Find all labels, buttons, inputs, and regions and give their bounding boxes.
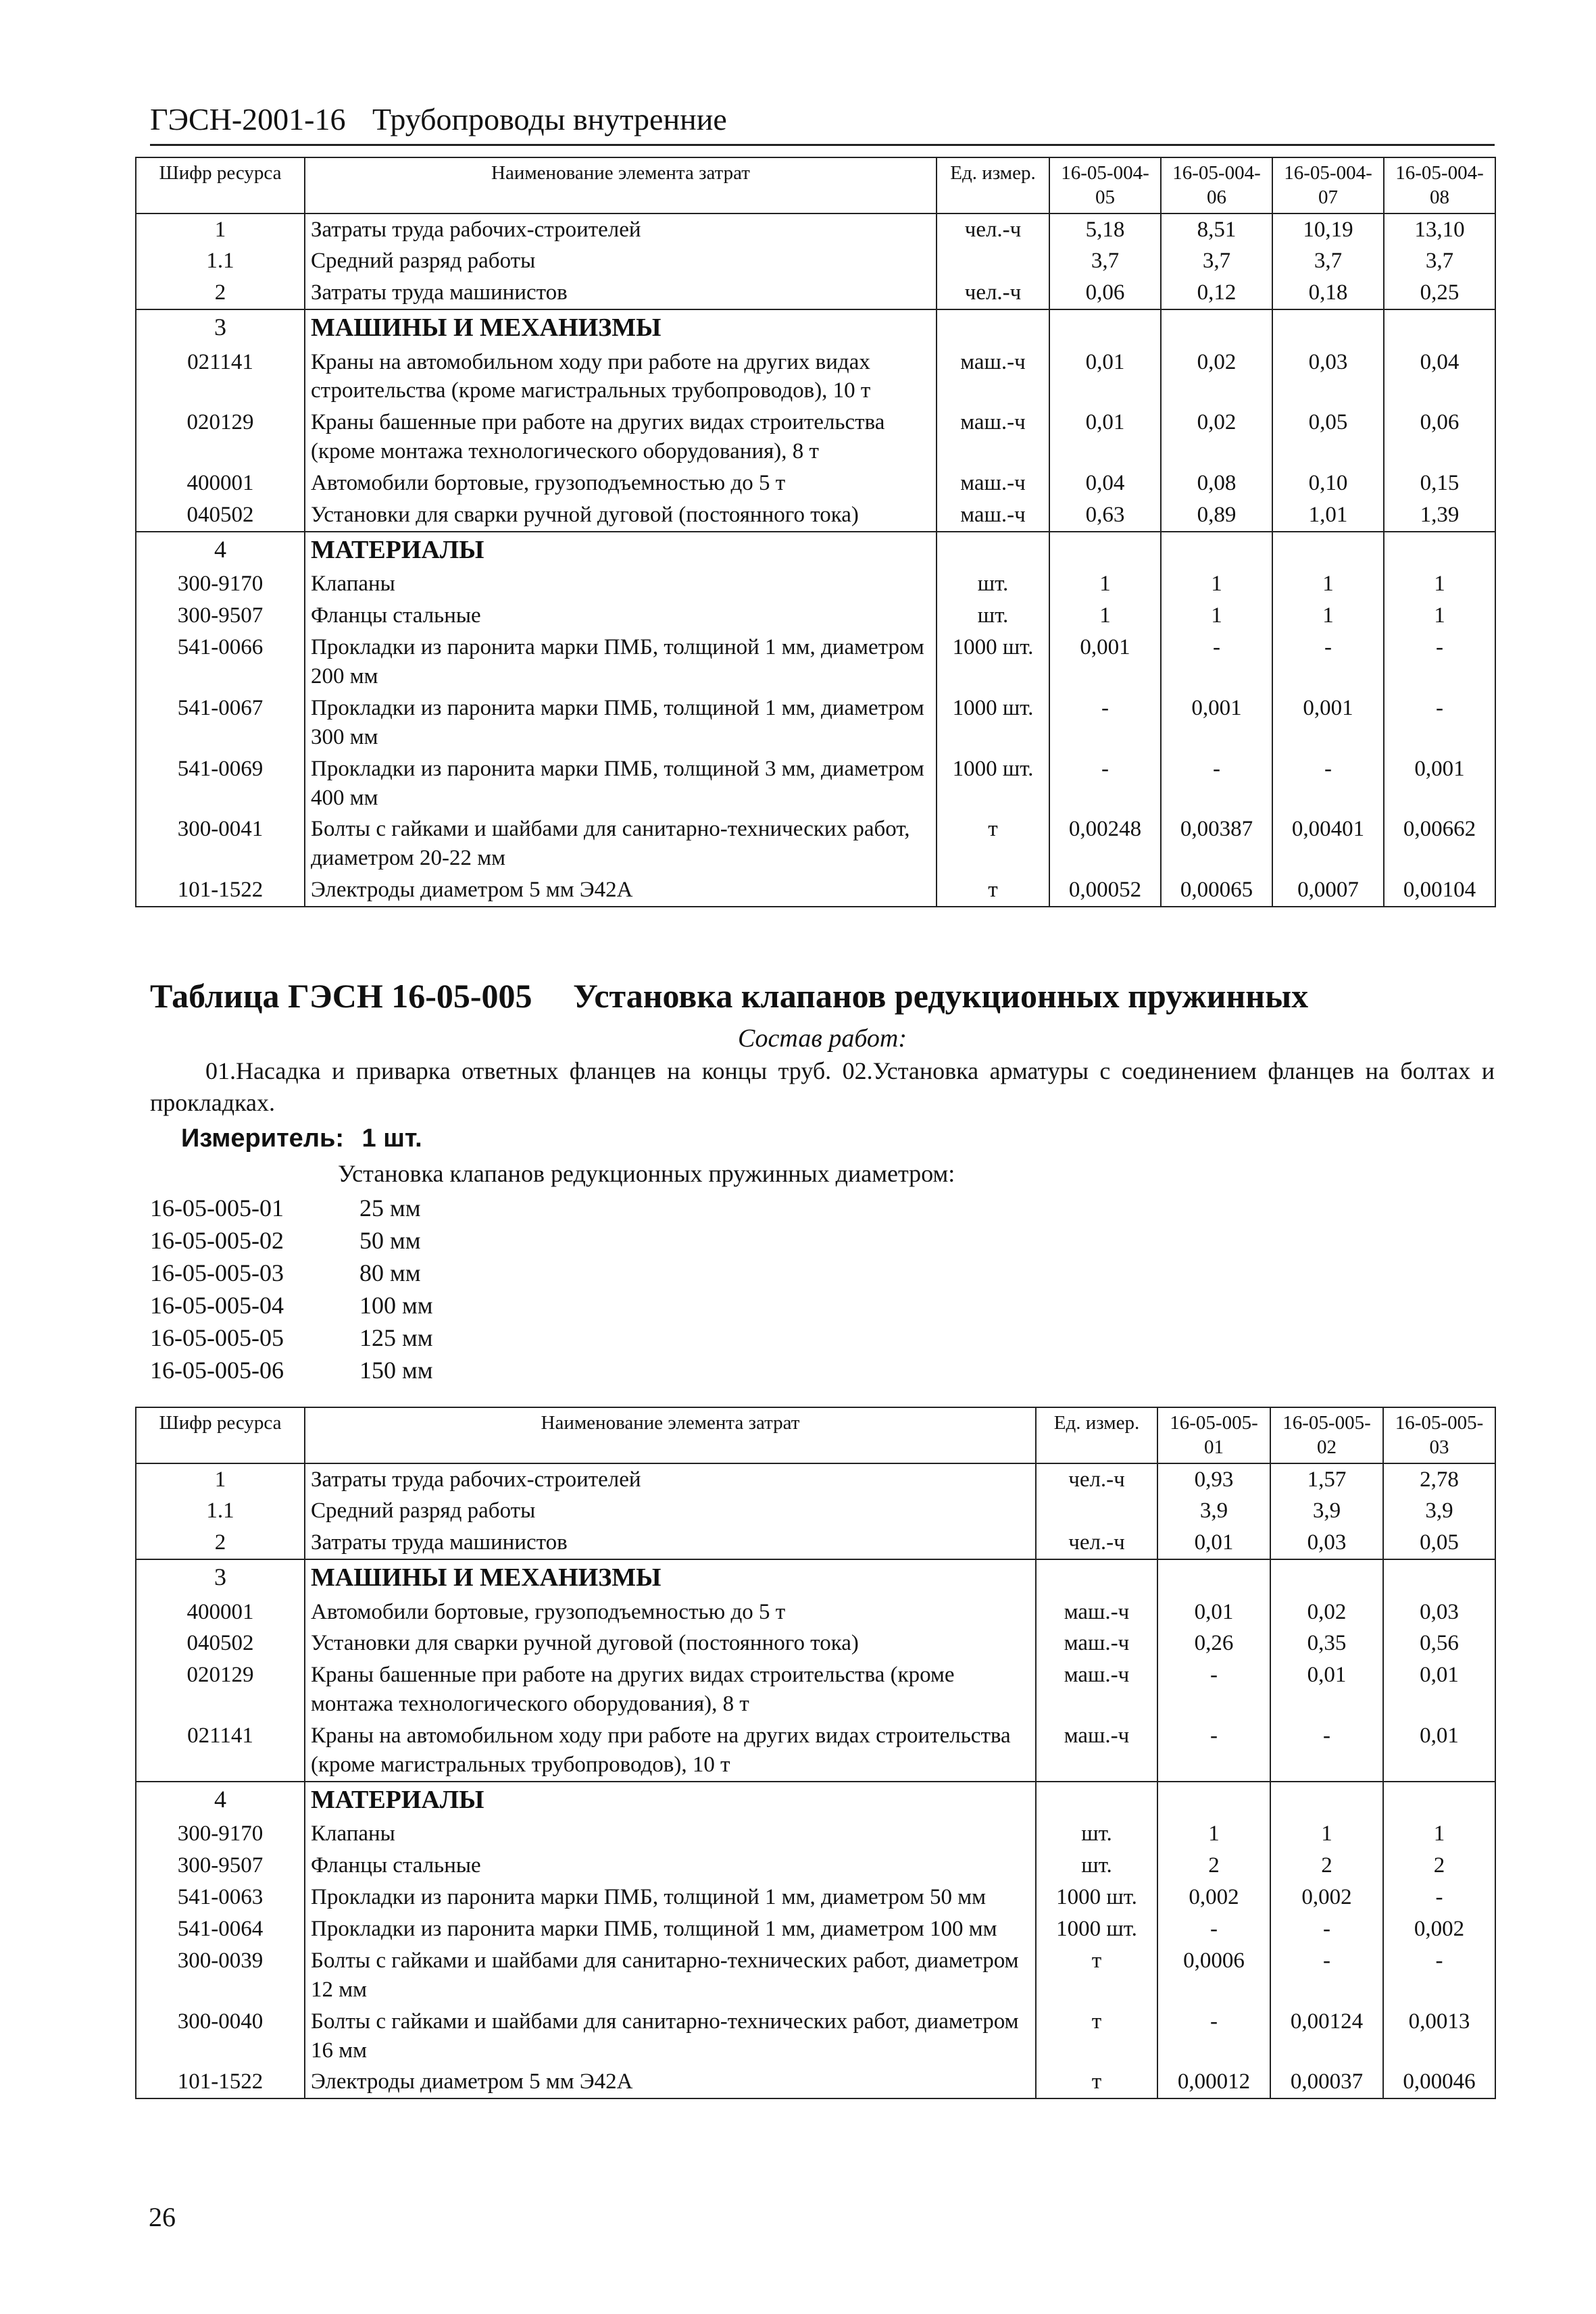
norm-value: 0,00662 xyxy=(1384,813,1495,874)
norm-value: 0,15 xyxy=(1384,468,1495,499)
table-title: Установка клапанов редукционных пружинных xyxy=(573,977,1309,1015)
variant-diameter: 25 мм xyxy=(359,1194,421,1222)
unit-of-measure: маш.-ч xyxy=(937,407,1049,468)
norm-value: - xyxy=(1383,1945,1495,2006)
column-header: 16-05-005-03 xyxy=(1383,1407,1495,1463)
norm-value xyxy=(1049,309,1161,346)
cost-element-name: МАШИНЫ И МЕХАНИЗМЫ xyxy=(305,1559,1036,1596)
unit-of-measure: 1000 шт. xyxy=(1036,1913,1157,1945)
norm-value: 0,002 xyxy=(1383,1913,1495,1945)
cost-element-name: Затраты труда машинистов xyxy=(305,1527,1036,1559)
table-row xyxy=(136,1463,1495,1496)
norm-value: 1 xyxy=(1049,600,1161,632)
norm-value: 0,00401 xyxy=(1272,813,1384,874)
norm-value: - xyxy=(1161,632,1272,693)
running-header xyxy=(150,101,1495,146)
norm-value: - xyxy=(1157,1720,1270,1782)
resource-code: 1 xyxy=(136,213,305,246)
composition-label: Состав работ: xyxy=(737,1024,907,1053)
norm-value: 0,002 xyxy=(1270,1882,1383,1913)
norm-value: - xyxy=(1272,753,1384,814)
table-row xyxy=(136,2006,1495,2067)
cost-element-name: Установки для сварки ручной дуговой (постоянного тока) xyxy=(305,499,937,532)
norm-value: 0,01 xyxy=(1383,1659,1495,1720)
cost-element-name: Фланцы стальные xyxy=(305,1850,1036,1882)
cost-element-name: Установки для сварки ручной дуговой (постоянного тока) xyxy=(305,1628,1036,1659)
norm-value: 0,10 xyxy=(1272,468,1384,499)
norm-value: 0,12 xyxy=(1161,277,1272,309)
norm-value xyxy=(1272,532,1384,568)
unit-of-measure: 1000 шт. xyxy=(937,632,1049,693)
cost-element-name: Прокладки из паронита марки ПМБ, толщиной 3 мм, диаметром 400 мм xyxy=(305,753,937,814)
table-row xyxy=(136,1527,1495,1559)
unit-of-measure: шт. xyxy=(937,600,1049,632)
unit-of-measure: маш.-ч xyxy=(937,347,1049,407)
unit-of-measure: шт. xyxy=(1036,1818,1157,1850)
norm-value xyxy=(1161,309,1272,346)
norm-value: 0,00248 xyxy=(1049,813,1161,874)
norm-value: 0,0007 xyxy=(1272,874,1384,907)
norm-value xyxy=(1049,532,1161,568)
resource-code: 1.1 xyxy=(136,245,305,277)
column-header: Ед. измер. xyxy=(1036,1407,1157,1463)
norm-value: 1 xyxy=(1272,568,1384,600)
cost-element-name: МАШИНЫ И МЕХАНИЗМЫ xyxy=(305,309,937,346)
norm-value: 0,01 xyxy=(1157,1596,1270,1628)
variant-diameter: 125 мм xyxy=(359,1324,433,1351)
cost-element-name: МАТЕРИАЛЫ xyxy=(305,532,937,568)
unit-of-measure xyxy=(1036,1559,1157,1596)
cost-element-name: Прокладки из паронита марки ПМБ, толщиной 1 мм, диаметром 200 мм xyxy=(305,632,937,693)
table-row xyxy=(136,277,1495,309)
table-row xyxy=(136,499,1495,532)
cost-element-name: Автомобили бортовые, грузоподъемностью до 5 т xyxy=(305,468,937,499)
variant-diameter: 50 мм xyxy=(359,1227,421,1254)
table-label: Таблица ГЭСН 16-05-005 xyxy=(150,977,532,1015)
resource-code: 101-1522 xyxy=(136,874,305,907)
table-row xyxy=(136,600,1495,632)
cost-element-name: Краны башенные при работе на других видах строительства (кроме монтажа технологического оборудования), 8 т xyxy=(305,407,937,468)
resource-code: 300-0041 xyxy=(136,813,305,874)
table-row xyxy=(136,1659,1495,1720)
variant-row xyxy=(150,1322,1495,1354)
unit-of-measure xyxy=(937,309,1049,346)
cost-element-name: Краны башенные при работе на других видах строительства (кроме монтажа технологического оборудования), 8 т xyxy=(305,1659,1036,1720)
column-header: 16-05-004-08 xyxy=(1384,157,1495,213)
resource-code: 1.1 xyxy=(136,1495,305,1527)
unit-of-measure: чел.-ч xyxy=(1036,1463,1157,1496)
unit-of-measure: чел.-ч xyxy=(1036,1527,1157,1559)
norm-value: - xyxy=(1384,693,1495,753)
norm-value xyxy=(1383,1782,1495,1818)
unit-of-measure: шт. xyxy=(1036,1850,1157,1882)
table-row xyxy=(136,813,1495,874)
norm-value: 0,26 xyxy=(1157,1628,1270,1659)
norm-value: 0,03 xyxy=(1272,347,1384,407)
resource-code: 021141 xyxy=(136,1720,305,1782)
variant-row xyxy=(150,1354,1495,1386)
column-header: 16-05-004-05 xyxy=(1049,157,1161,213)
resource-code: 2 xyxy=(136,277,305,309)
unit-of-measure xyxy=(1036,1495,1157,1527)
norm-value: 0,00046 xyxy=(1383,2066,1495,2098)
table-row xyxy=(136,532,1495,568)
norm-value: 0,001 xyxy=(1049,632,1161,693)
resource-code: 300-9170 xyxy=(136,1818,305,1850)
norm-value: 0,001 xyxy=(1384,753,1495,814)
norm-value: 0,18 xyxy=(1272,277,1384,309)
unit-of-measure: чел.-ч xyxy=(937,277,1049,309)
norm-value: - xyxy=(1270,1945,1383,2006)
column-header: 16-05-004-06 xyxy=(1161,157,1272,213)
resource-code: 020129 xyxy=(136,1659,305,1720)
norm-value: - xyxy=(1157,1913,1270,1945)
norm-value: - xyxy=(1383,1882,1495,1913)
table-row xyxy=(136,1559,1495,1596)
norm-value: - xyxy=(1272,632,1384,693)
cost-element-name: Краны на автомобильном ходу при работе на других видах строительства (кроме магистральных трубопроводов), 10 т xyxy=(305,1720,1036,1782)
norm-value: 0,05 xyxy=(1272,407,1384,468)
table-header-row xyxy=(136,1407,1495,1463)
norm-value: 0,04 xyxy=(1049,468,1161,499)
norm-value: 0,56 xyxy=(1383,1628,1495,1659)
cost-element-name: МАТЕРИАЛЫ xyxy=(305,1782,1036,1818)
norm-value: 0,01 xyxy=(1049,407,1161,468)
table-row xyxy=(136,468,1495,499)
norm-value xyxy=(1157,1559,1270,1596)
resource-code: 300-9170 xyxy=(136,568,305,600)
norm-value: 5,18 xyxy=(1049,213,1161,246)
measure-value: 1 шт. xyxy=(361,1124,422,1153)
resource-code: 3 xyxy=(136,309,305,346)
norm-value: 1 xyxy=(1161,600,1272,632)
norm-value: 0,04 xyxy=(1384,347,1495,407)
norm-value: 0,00037 xyxy=(1270,2066,1383,2098)
norm-value: 0,00052 xyxy=(1049,874,1161,907)
norm-value: 0,03 xyxy=(1383,1596,1495,1628)
norm-value: 0,02 xyxy=(1161,347,1272,407)
column-header: Наименование элемента затрат xyxy=(305,1407,1036,1463)
variant-code: 16-05-005-05 xyxy=(150,1324,284,1351)
norm-value: 3,9 xyxy=(1383,1495,1495,1527)
norm-value: 0,03 xyxy=(1270,1527,1383,1559)
resource-code: 541-0069 xyxy=(136,753,305,814)
resource-code: 040502 xyxy=(136,499,305,532)
resource-code: 3 xyxy=(136,1559,305,1596)
unit-of-measure: т xyxy=(937,813,1049,874)
unit-of-measure: 1000 шт. xyxy=(937,753,1049,814)
norm-value: 0,00012 xyxy=(1157,2066,1270,2098)
norm-value: 0,00124 xyxy=(1270,2006,1383,2067)
norm-value xyxy=(1270,1782,1383,1818)
resource-code: 4 xyxy=(136,532,305,568)
norm-value: 1,39 xyxy=(1384,499,1495,532)
cost-element-name: Болты с гайками и шайбами для санитарно-технических работ, диаметром 12 мм xyxy=(305,1945,1036,2006)
cost-element-name: Болты с гайками и шайбами для санитарно-технических работ, диаметром 16 мм xyxy=(305,2006,1036,2067)
norm-value: - xyxy=(1161,753,1272,814)
unit-of-measure: шт. xyxy=(937,568,1049,600)
column-header: Шифр ресурса xyxy=(136,1407,305,1463)
resource-code: 300-9507 xyxy=(136,600,305,632)
document-title: Трубопроводы внутренние xyxy=(372,102,727,136)
norm-value: 0,001 xyxy=(1272,693,1384,753)
norm-value: 1,57 xyxy=(1270,1463,1383,1496)
variants-list xyxy=(150,1192,1495,1386)
norm-value: 0,06 xyxy=(1049,277,1161,309)
unit-of-measure: т xyxy=(1036,2066,1157,2098)
table-row xyxy=(136,1850,1495,1882)
resource-code: 1 xyxy=(136,1463,305,1496)
table-row xyxy=(136,1495,1495,1527)
norm-value: 0,06 xyxy=(1384,407,1495,468)
norm-value: 1 xyxy=(1384,600,1495,632)
norm-value: 0,00104 xyxy=(1384,874,1495,907)
norm-value: 3,7 xyxy=(1272,245,1384,277)
cost-element-name: Клапаны xyxy=(305,1818,1036,1850)
variant-diameter: 150 мм xyxy=(359,1357,433,1384)
norm-value: 1 xyxy=(1272,600,1384,632)
norm-value: 8,51 xyxy=(1161,213,1272,246)
norm-value: 3,7 xyxy=(1384,245,1495,277)
table-row xyxy=(136,1913,1495,1945)
norm-value: 0,01 xyxy=(1049,347,1161,407)
unit-of-measure: маш.-ч xyxy=(937,468,1049,499)
norm-value xyxy=(1272,309,1384,346)
column-header: Ед. измер. xyxy=(937,157,1049,213)
unit-of-measure: маш.-ч xyxy=(1036,1720,1157,1782)
unit-of-measure: маш.-ч xyxy=(937,499,1049,532)
norm-value: 0,02 xyxy=(1161,407,1272,468)
variant-code: 16-05-005-02 xyxy=(150,1227,284,1254)
resource-table-16-05-004 xyxy=(135,157,1496,907)
cost-element-name: Автомобили бортовые, грузоподъемностью до 5 т xyxy=(305,1596,1036,1628)
column-header: Шифр ресурса xyxy=(136,157,305,213)
norm-value: 0,02 xyxy=(1270,1596,1383,1628)
unit-of-measure: чел.-ч xyxy=(937,213,1049,246)
table-row xyxy=(136,874,1495,907)
cost-element-name: Затраты труда машинистов xyxy=(305,277,937,309)
table-row xyxy=(136,1628,1495,1659)
norm-value xyxy=(1161,532,1272,568)
cost-element-name: Фланцы стальные xyxy=(305,600,937,632)
norm-value xyxy=(1383,1559,1495,1596)
table-row xyxy=(136,1882,1495,1913)
variant-diameter: 80 мм xyxy=(359,1259,421,1286)
variant-row xyxy=(150,1192,1495,1224)
unit-of-measure: 1000 шт. xyxy=(1036,1882,1157,1913)
table-row xyxy=(136,1782,1495,1818)
norm-value: - xyxy=(1384,632,1495,693)
norm-value: 2 xyxy=(1157,1850,1270,1882)
norm-value: 0,002 xyxy=(1157,1882,1270,1913)
norm-value: - xyxy=(1270,1913,1383,1945)
column-header: Наименование элемента затрат xyxy=(305,157,937,213)
resource-code: 2 xyxy=(136,1527,305,1559)
norm-value: 1 xyxy=(1157,1818,1270,1850)
unit-of-measure: маш.-ч xyxy=(1036,1659,1157,1720)
table-row xyxy=(136,1818,1495,1850)
resource-code: 300-0040 xyxy=(136,2006,305,2067)
resource-code: 4 xyxy=(136,1782,305,1818)
norm-value: 1 xyxy=(1384,568,1495,600)
norm-value xyxy=(1384,532,1495,568)
measure-line xyxy=(181,1124,1526,1153)
unit-of-measure xyxy=(937,532,1049,568)
norm-value: 0,01 xyxy=(1383,1720,1495,1782)
norm-value: 0,001 xyxy=(1161,693,1272,753)
table-row xyxy=(136,693,1495,753)
table-heading xyxy=(150,976,1495,1015)
variants-intro: Установка клапанов редукционных пружинных диаметром: xyxy=(338,1160,955,1187)
table-row xyxy=(136,1720,1495,1782)
norm-value: - xyxy=(1270,1720,1383,1782)
resource-code: 400001 xyxy=(136,1596,305,1628)
resource-table-16-05-005 xyxy=(135,1407,1496,2099)
resource-code: 101-1522 xyxy=(136,2066,305,2098)
norm-value xyxy=(1384,309,1495,346)
composition-text: 01.Насадка и приварка ответных фланцев на концы труб. 02.Установка арматуры с соединением фланцев на болтах и прокладках. xyxy=(150,1057,1495,1116)
column-header: 16-05-005-01 xyxy=(1157,1407,1270,1463)
variant-code: 16-05-005-03 xyxy=(150,1259,284,1286)
unit-of-measure: маш.-ч xyxy=(1036,1628,1157,1659)
norm-value: 0,63 xyxy=(1049,499,1161,532)
cost-element-name: Затраты труда рабочих-строителей xyxy=(305,1463,1036,1496)
unit-of-measure xyxy=(1036,1782,1157,1818)
table-row xyxy=(136,213,1495,246)
unit-of-measure: маш.-ч xyxy=(1036,1596,1157,1628)
table-row xyxy=(136,309,1495,346)
unit-of-measure: т xyxy=(937,874,1049,907)
norm-value: 2 xyxy=(1383,1850,1495,1882)
norm-value: 0,01 xyxy=(1157,1527,1270,1559)
resource-code: 020129 xyxy=(136,407,305,468)
norm-value: 0,00065 xyxy=(1161,874,1272,907)
norm-value: 0,01 xyxy=(1270,1659,1383,1720)
norm-value: 1,01 xyxy=(1272,499,1384,532)
column-header: 16-05-004-07 xyxy=(1272,157,1384,213)
column-header: 16-05-005-02 xyxy=(1270,1407,1383,1463)
variant-code: 16-05-005-01 xyxy=(150,1194,284,1222)
norm-value: 0,0006 xyxy=(1157,1945,1270,2006)
variant-row xyxy=(150,1289,1495,1322)
norm-value: 3,7 xyxy=(1161,245,1272,277)
norm-value: 0,89 xyxy=(1161,499,1272,532)
table-row xyxy=(136,1945,1495,2006)
norm-value: - xyxy=(1157,1659,1270,1720)
cost-element-name: Прокладки из паронита марки ПМБ, толщиной 1 мм, диаметром 100 мм xyxy=(305,1913,1036,1945)
resource-code: 300-9507 xyxy=(136,1850,305,1882)
cost-element-name: Прокладки из паронита марки ПМБ, толщиной 1 мм, диаметром 50 мм xyxy=(305,1882,1036,1913)
cost-element-name: Болты с гайками и шайбами для санитарно-технических работ, диаметром 20-22 мм xyxy=(305,813,937,874)
norm-value: 13,10 xyxy=(1384,213,1495,246)
norm-value xyxy=(1270,1559,1383,1596)
norm-value: 0,08 xyxy=(1161,468,1272,499)
variant-code: 16-05-005-06 xyxy=(150,1357,284,1384)
norm-value: - xyxy=(1049,753,1161,814)
cost-element-name: Средний разряд работы xyxy=(305,245,937,277)
norm-value: 10,19 xyxy=(1272,213,1384,246)
variant-row xyxy=(150,1257,1495,1289)
norm-value: 0,93 xyxy=(1157,1463,1270,1496)
resource-code: 300-0039 xyxy=(136,1945,305,2006)
norm-value: 0,00387 xyxy=(1161,813,1272,874)
resource-code: 541-0064 xyxy=(136,1913,305,1945)
norm-value: 3,7 xyxy=(1049,245,1161,277)
norm-value: 2,78 xyxy=(1383,1463,1495,1496)
table-row xyxy=(136,407,1495,468)
cost-element-name: Средний разряд работы xyxy=(305,1495,1036,1527)
table-row xyxy=(136,245,1495,277)
unit-of-measure xyxy=(937,245,1049,277)
table-row xyxy=(136,568,1495,600)
table-row xyxy=(136,753,1495,814)
norm-value: 2 xyxy=(1270,1850,1383,1882)
norm-value: 0,35 xyxy=(1270,1628,1383,1659)
norm-value xyxy=(1157,1782,1270,1818)
variant-row xyxy=(150,1224,1495,1257)
cost-element-name: Электроды диаметром 5 мм Э42А xyxy=(305,874,937,907)
resource-code: 541-0066 xyxy=(136,632,305,693)
norm-value: 0,25 xyxy=(1384,277,1495,309)
table-row xyxy=(136,2066,1495,2098)
cost-element-name: Электроды диаметром 5 мм Э42А xyxy=(305,2066,1036,2098)
norm-value: 3,9 xyxy=(1270,1495,1383,1527)
table-row xyxy=(136,1596,1495,1628)
unit-of-measure: т xyxy=(1036,2006,1157,2067)
resource-code: 541-0063 xyxy=(136,1882,305,1913)
resource-code: 021141 xyxy=(136,347,305,407)
resource-code: 541-0067 xyxy=(136,693,305,753)
variant-diameter: 100 мм xyxy=(359,1292,433,1319)
cost-element-name: Затраты труда рабочих-строителей xyxy=(305,213,937,246)
cost-element-name: Краны на автомобильном ходу при работе на других видах строительства (кроме магистральных трубопроводов), 10 т xyxy=(305,347,937,407)
document-code: ГЭСН-2001-16 xyxy=(150,102,346,136)
page-number: 26 xyxy=(149,2202,176,2232)
norm-value: 1 xyxy=(1049,568,1161,600)
unit-of-measure: т xyxy=(1036,1945,1157,2006)
norm-value: 1 xyxy=(1383,1818,1495,1850)
table-row xyxy=(136,347,1495,407)
norm-value: - xyxy=(1157,2006,1270,2067)
norm-value: 0,0013 xyxy=(1383,2006,1495,2067)
resource-code: 400001 xyxy=(136,468,305,499)
norm-value: 0,05 xyxy=(1383,1527,1495,1559)
norm-value: 1 xyxy=(1270,1818,1383,1850)
cost-element-name: Клапаны xyxy=(305,568,937,600)
unit-of-measure: 1000 шт. xyxy=(937,693,1049,753)
measure-label: Измеритель: xyxy=(181,1124,344,1153)
cost-element-name: Прокладки из паронита марки ПМБ, толщиной 1 мм, диаметром 300 мм xyxy=(305,693,937,753)
norm-value: 1 xyxy=(1161,568,1272,600)
table-row xyxy=(136,632,1495,693)
resource-code: 040502 xyxy=(136,1628,305,1659)
norm-value: - xyxy=(1049,693,1161,753)
variant-code: 16-05-005-04 xyxy=(150,1292,284,1319)
norm-value: 3,9 xyxy=(1157,1495,1270,1527)
table-header-row xyxy=(136,157,1495,213)
